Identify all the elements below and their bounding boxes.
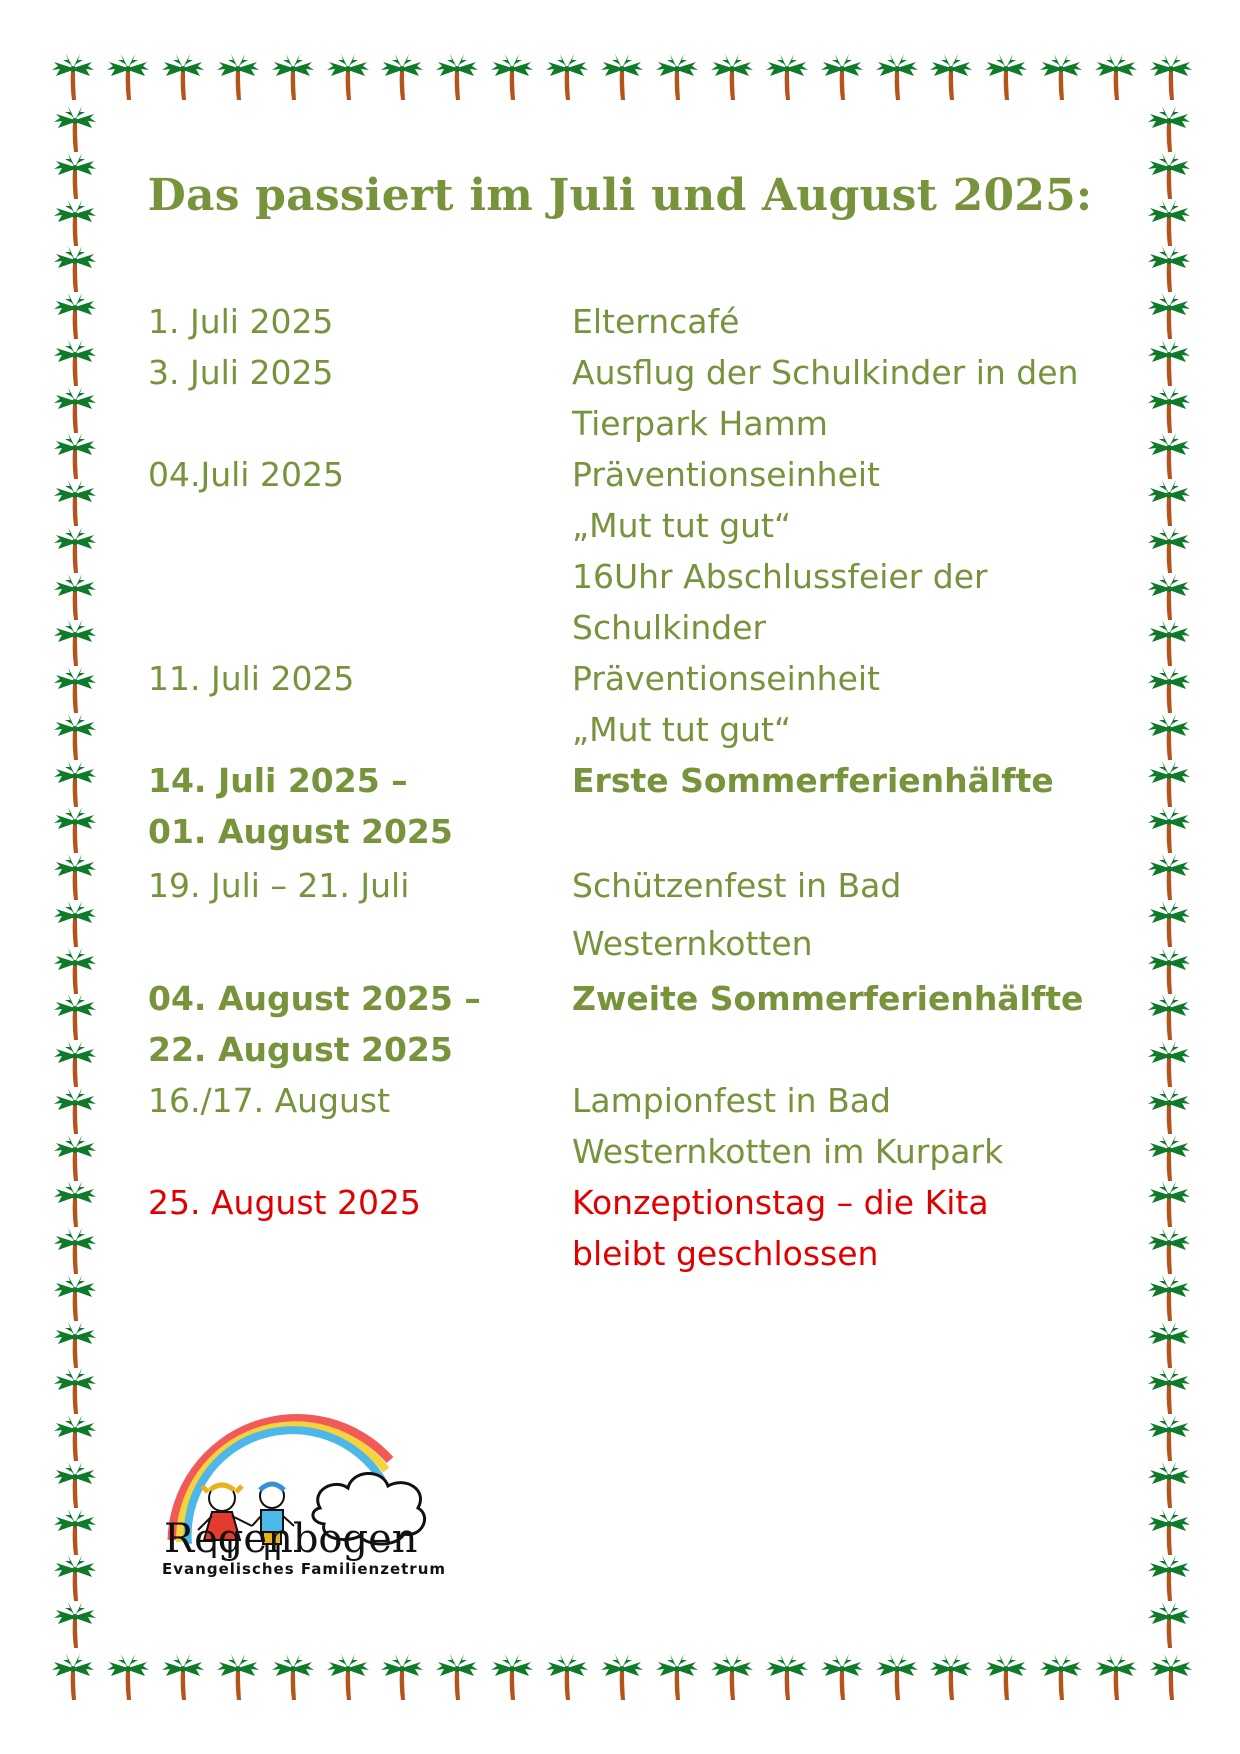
palm-tree-icon: [52, 805, 98, 855]
palm-tree-icon: [52, 665, 98, 715]
palm-tree-icon: [52, 1413, 98, 1463]
palm-tree-icon: [1146, 618, 1192, 668]
event-date-line: 19. Juli – 21. Juli: [148, 866, 410, 905]
event-description-line: Tierpark Hamm: [572, 404, 828, 443]
logo-wordmark: Regenbogen: [164, 1516, 418, 1562]
palm-tree-icon: [1146, 1553, 1192, 1603]
event-description-line: Schützenfest in Bad: [572, 866, 902, 905]
palm-tree-icon: [160, 52, 206, 102]
event-date-line: 11. Juli 2025: [148, 659, 355, 698]
palm-tree-icon: [599, 52, 645, 102]
palm-tree-icon: [434, 52, 480, 102]
palm-tree-icon: [52, 385, 98, 435]
palm-tree-icon: [52, 1600, 98, 1650]
palm-tree-icon: [52, 1460, 98, 1510]
event-date-line: 22. August 2025: [148, 1030, 453, 1069]
event-description-line: Präventionseinheit: [572, 455, 880, 494]
palm-tree-icon: [1093, 52, 1139, 102]
event-description: [572, 449, 1108, 653]
palm-tree-icon: [544, 52, 590, 102]
palm-tree-icon: [52, 1507, 98, 1557]
palm-tree-icon: [1146, 1507, 1192, 1557]
palm-tree-icon: [489, 1652, 535, 1702]
palm-tree-icon: [819, 1652, 865, 1702]
palm-tree-icon: [52, 291, 98, 341]
event-date-line: 1. Juli 2025: [148, 302, 334, 341]
palm-tree-icon: [1146, 665, 1192, 715]
palm-tree-icon: [52, 1179, 98, 1229]
palm-tree-icon: [52, 759, 98, 809]
regenbogen-logo: [160, 1390, 460, 1600]
event-date-line: 25. August 2025: [148, 1183, 421, 1222]
event-description: [572, 1075, 1108, 1177]
event-date: [148, 347, 572, 449]
event-row: [148, 1075, 1108, 1177]
palm-tree-icon: [270, 1652, 316, 1702]
palm-tree-icon: [52, 244, 98, 294]
palm-tree-icon: [1146, 431, 1192, 481]
palm-tree-icon: [874, 1652, 920, 1702]
palm-tree-icon: [1146, 1039, 1192, 1089]
palm-tree-icon: [1146, 572, 1192, 622]
event-description-line: „Mut tut gut“: [572, 506, 792, 545]
event-description-line: Ausflug der Schulkinder in den: [572, 353, 1079, 392]
event-description-line: Erste Sommerferienhälfte: [572, 761, 1054, 800]
palm-tree-icon: [1146, 104, 1192, 154]
event-row: [148, 296, 1108, 347]
event-date: [148, 1177, 572, 1279]
palm-tree-icon: [489, 52, 535, 102]
palm-tree-icon: [654, 1652, 700, 1702]
event-description: [572, 755, 1108, 857]
event-date-line: 3. Juli 2025: [148, 353, 334, 392]
palm-tree-icon: [928, 52, 974, 102]
palm-tree-icon: [52, 338, 98, 388]
event-row: [148, 1177, 1108, 1279]
palm-tree-icon: [52, 712, 98, 762]
palm-tree-icon: [1146, 1179, 1192, 1229]
palm-tree-icon: [52, 899, 98, 949]
palm-tree-icon: [1146, 1413, 1192, 1463]
event-date-line: 04.Juli 2025: [148, 455, 344, 494]
page-title: Das passiert im Juli und August 2025:: [147, 170, 1093, 221]
palm-tree-icon: [52, 1553, 98, 1603]
event-description-line: Westernkotten im Kurpark: [572, 1132, 1004, 1171]
palm-tree-icon: [52, 1039, 98, 1089]
palm-tree-icon: [52, 1320, 98, 1370]
event-description: [572, 653, 1108, 755]
palm-tree-icon: [325, 1652, 371, 1702]
palm-tree-icon: [1038, 1652, 1084, 1702]
event-description: [572, 1177, 1108, 1279]
palm-tree-icon: [52, 852, 98, 902]
event-date-line: 14. Juli 2025 –: [148, 761, 408, 800]
palm-tree-icon: [874, 52, 920, 102]
palm-tree-icon: [1146, 1133, 1192, 1183]
palm-tree-icon: [1146, 1320, 1192, 1370]
event-row: [148, 973, 1108, 1075]
event-row: [148, 449, 1108, 653]
palm-tree-icon: [1146, 385, 1192, 435]
palm-tree-icon: [52, 1226, 98, 1276]
event-description: [572, 347, 1108, 449]
palm-tree-icon: [1146, 291, 1192, 341]
palm-tree-icon: [709, 1652, 755, 1702]
palm-tree-icon: [1146, 525, 1192, 575]
palm-tree-icon: [52, 431, 98, 481]
palm-tree-icon: [52, 525, 98, 575]
event-row: [148, 347, 1108, 449]
palm-tree-icon: [52, 104, 98, 154]
palm-tree-icon: [764, 52, 810, 102]
event-description-line: „Mut tut gut“: [572, 710, 792, 749]
event-date: [148, 857, 572, 973]
palm-tree-icon: [52, 572, 98, 622]
palm-tree-icon: [215, 52, 261, 102]
palm-tree-icon: [1146, 1226, 1192, 1276]
palm-tree-icon: [1146, 712, 1192, 762]
palm-tree-icon: [215, 1652, 261, 1702]
palm-tree-icon: [50, 1652, 96, 1702]
palm-tree-icon: [1148, 1652, 1194, 1702]
palm-tree-icon: [105, 52, 151, 102]
event-date: [148, 449, 572, 653]
palm-tree-icon: [709, 52, 755, 102]
event-description-line: Westernkotten: [572, 924, 813, 963]
event-description: [572, 857, 1108, 973]
palm-tree-icon: [764, 1652, 810, 1702]
palm-tree-icon: [52, 992, 98, 1042]
palm-tree-icon: [379, 1652, 425, 1702]
palm-tree-icon: [160, 1652, 206, 1702]
palm-tree-icon: [52, 478, 98, 528]
event-row: [148, 653, 1108, 755]
palm-tree-icon: [983, 52, 1029, 102]
event-description-line: Elterncafé: [572, 302, 740, 341]
logo-subtitle: Evangelisches Familienzetrum: [162, 1560, 447, 1578]
event-date-line: 04. August 2025 –: [148, 979, 481, 1018]
palm-tree-icon: [1146, 899, 1192, 949]
event-description-line: 16Uhr Abschlussfeier der: [572, 557, 988, 596]
palm-tree-icon: [52, 618, 98, 668]
palm-tree-icon: [1146, 1366, 1192, 1416]
event-description-line: Präventionseinheit: [572, 659, 880, 698]
palm-tree-icon: [1146, 478, 1192, 528]
palm-tree-icon: [599, 1652, 645, 1702]
palm-tree-icon: [52, 1086, 98, 1136]
palm-tree-icon: [52, 1273, 98, 1323]
palm-tree-icon: [50, 52, 96, 102]
palm-tree-icon: [105, 1652, 151, 1702]
palm-tree-icon: [928, 1652, 974, 1702]
event-description-line: Schulkinder: [572, 608, 767, 647]
palm-tree-icon: [819, 52, 865, 102]
event-description-line: Konzeptionstag – die Kita: [572, 1183, 989, 1222]
event-row: [148, 755, 1108, 857]
palm-tree-icon: [1146, 1273, 1192, 1323]
palm-tree-icon: [1093, 1652, 1139, 1702]
event-description-line: Zweite Sommerferienhälfte: [572, 979, 1084, 1018]
palm-tree-icon: [1146, 244, 1192, 294]
palm-tree-icon: [270, 52, 316, 102]
palm-tree-icon: [52, 1133, 98, 1183]
event-date: [148, 755, 572, 857]
event-date: [148, 653, 572, 755]
palm-tree-icon: [1146, 1600, 1192, 1650]
event-date: [148, 1075, 572, 1177]
palm-tree-icon: [1146, 1460, 1192, 1510]
palm-tree-icon: [983, 1652, 1029, 1702]
palm-tree-icon: [1146, 992, 1192, 1042]
palm-tree-icon: [1146, 946, 1192, 996]
palm-tree-icon: [379, 52, 425, 102]
event-date-line: 16./17. August: [148, 1081, 391, 1120]
palm-tree-icon: [1146, 338, 1192, 388]
palm-tree-icon: [1146, 805, 1192, 855]
event-description: [572, 973, 1108, 1075]
event-description: [572, 296, 1108, 347]
palm-tree-icon: [52, 946, 98, 996]
palm-tree-icon: [1146, 852, 1192, 902]
palm-tree-icon: [52, 1366, 98, 1416]
event-date-line: 01. August 2025: [148, 812, 453, 851]
palm-tree-icon: [325, 52, 371, 102]
event-description-line: bleibt geschlossen: [572, 1234, 879, 1273]
event-row: [148, 857, 1108, 973]
palm-tree-icon: [1148, 52, 1194, 102]
palm-tree-icon: [1038, 52, 1084, 102]
palm-tree-icon: [1146, 759, 1192, 809]
palm-tree-icon: [1146, 1086, 1192, 1136]
event-list: [148, 296, 1108, 1279]
palm-tree-icon: [434, 1652, 480, 1702]
palm-tree-icon: [654, 52, 700, 102]
event-date: [148, 296, 572, 347]
palm-tree-icon: [544, 1652, 590, 1702]
event-description-line: Lampionfest in Bad: [572, 1081, 891, 1120]
event-date: [148, 973, 572, 1075]
